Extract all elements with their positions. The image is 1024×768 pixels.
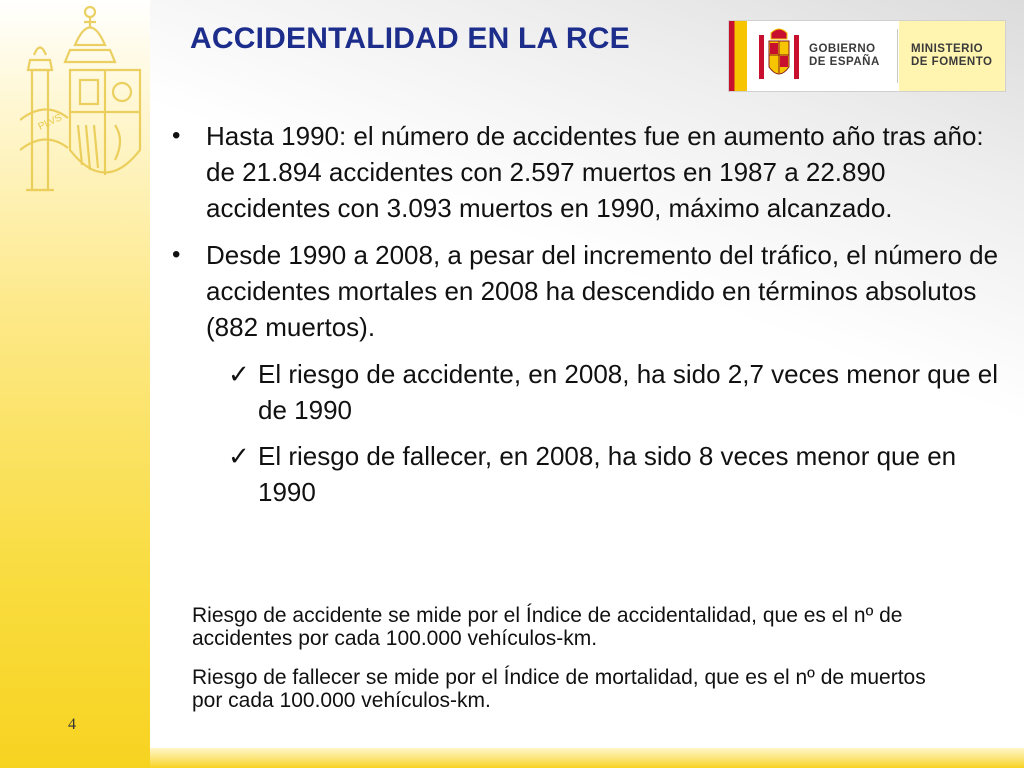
ministerio-text: MINISTERIO DE FOMENTO xyxy=(911,43,993,68)
bullet-icon: • xyxy=(172,122,181,149)
page-number: 4 xyxy=(68,716,76,733)
checkmark-icon: ✓ xyxy=(228,359,250,389)
footnotes xyxy=(192,604,952,728)
logo-divider xyxy=(897,29,898,83)
bullet-item xyxy=(168,118,1013,226)
note-mortality-index: Riesgo de fallecer se mide por el Índice de mortalidad, que es el nº de muertos por cada 100.000 vehículos-km. xyxy=(192,666,926,712)
check-text: El riesgo de accidente, en 2008, ha sido 2,7 veces menor que el de 1990 xyxy=(258,359,999,425)
bullet-text: Desde 1990 a 2008, a pesar del incremento del tráfico, el número de accidentes mortales en 2008 ha descendido en términos absolutos (882 muertos). xyxy=(206,240,999,342)
coat-of-arms-icon xyxy=(20,0,150,210)
coat-of-arms-icon xyxy=(757,27,801,85)
checkmark-icon: ✓ xyxy=(228,441,250,471)
check-item xyxy=(168,356,1013,428)
bullet-icon: • xyxy=(172,241,181,268)
government-logo xyxy=(728,20,1006,92)
bullet-item xyxy=(168,237,1013,345)
gobierno-text: GOBIERNO DE ESPAÑA xyxy=(809,43,880,68)
spain-flag-icon xyxy=(729,21,747,91)
svg-text:PLVS: PLVS xyxy=(36,112,64,133)
slide-content xyxy=(168,118,1013,520)
check-item xyxy=(168,438,1013,510)
bottom-yellow-band xyxy=(150,748,1024,768)
check-text: El riesgo de fallecer, en 2008, ha sido 8 veces menor que en 1990 xyxy=(258,441,957,507)
bullet-text: Hasta 1990: el número de accidentes fue en aumento año tras año: de 21.894 accidentes con 2.597 muertos en 1987 a 22.890 accidentes con 3.093 muertos en 1990, máximo alcanzado. xyxy=(206,121,984,223)
note-accident-index: Riesgo de accidente se mide por el Índice de accidentalidad, que es el nº de accidentes por cada 100.000 vehículos-km. xyxy=(192,604,903,650)
slide-title: ACCIDENTALIDAD EN LA RCE xyxy=(190,22,630,55)
